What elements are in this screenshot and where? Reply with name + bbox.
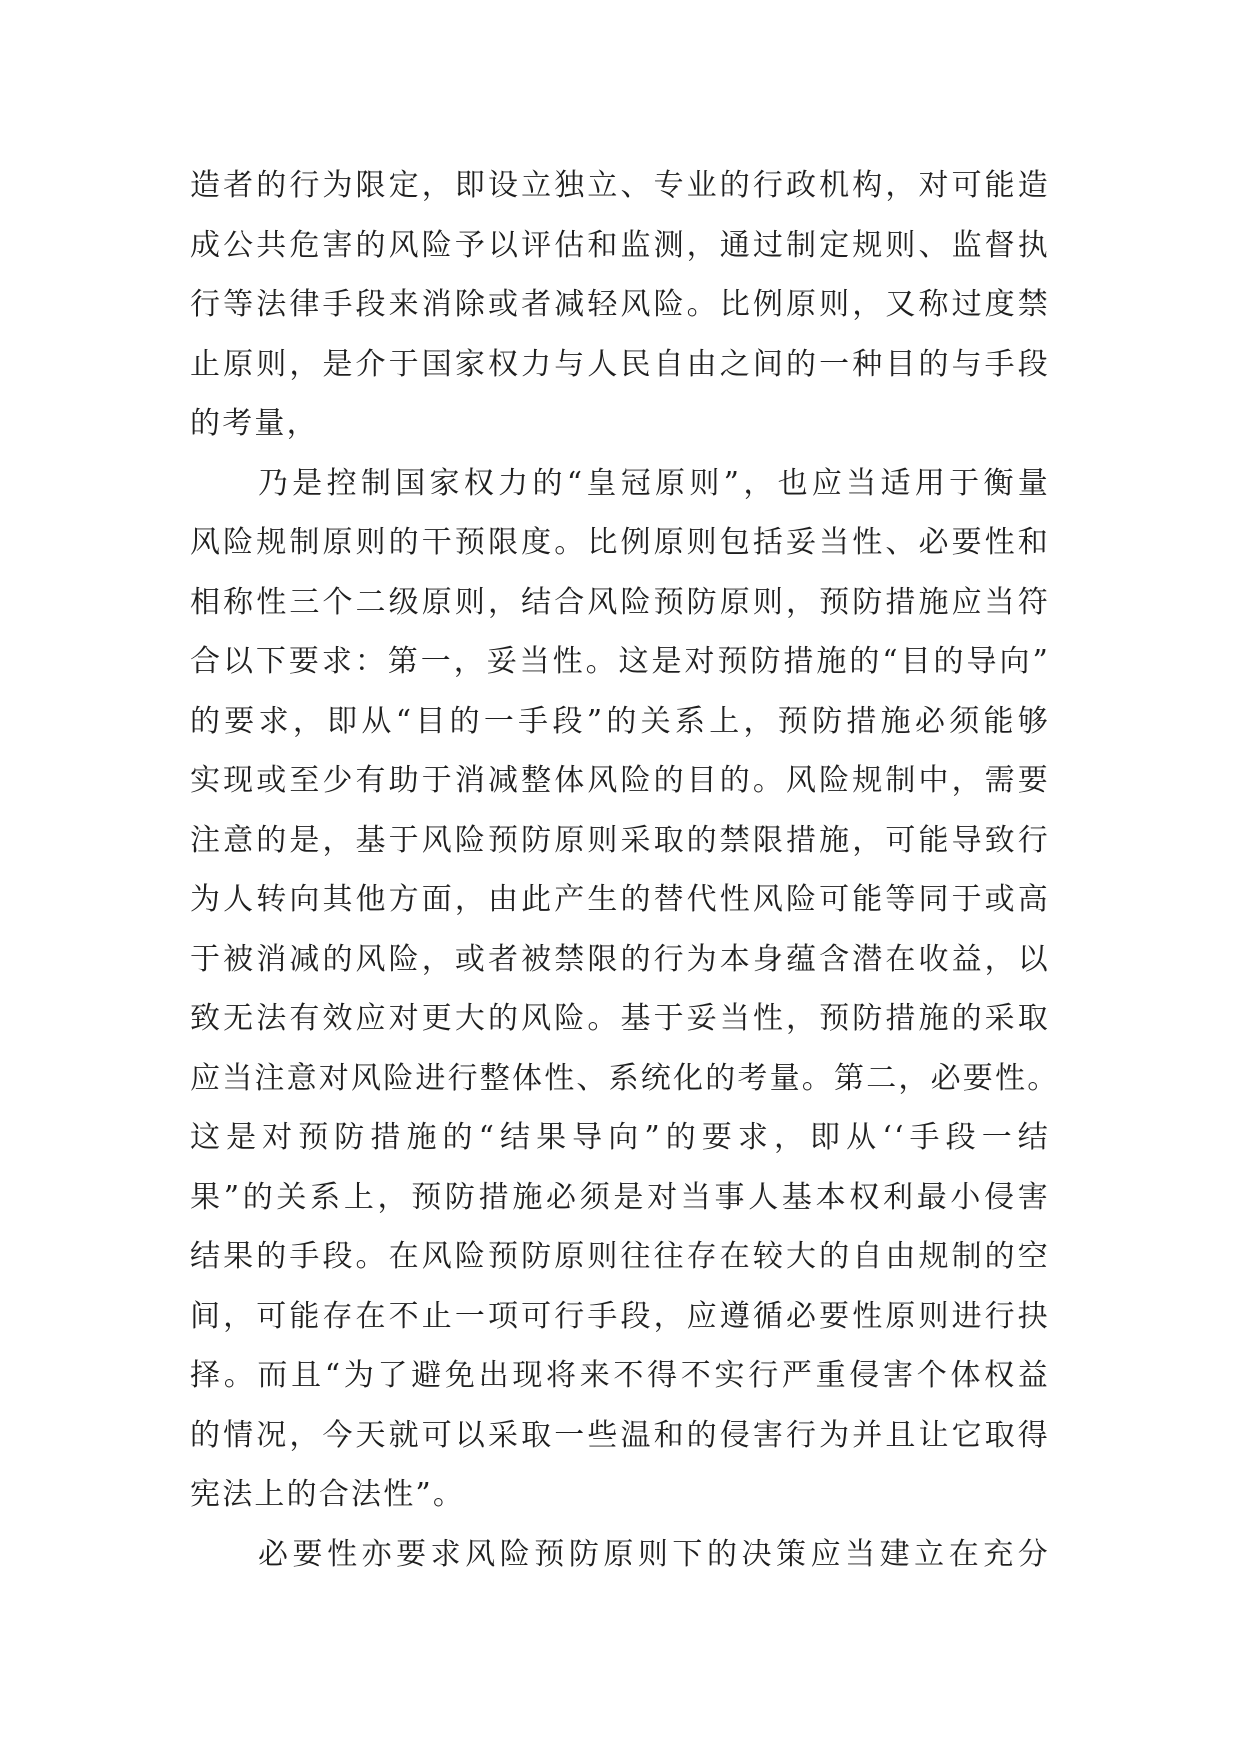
- paragraph-first-line: 乃是控制国家权力的“皇冠原则”，也应当适用于衡量: [258, 465, 1050, 501]
- text-line: 宪法上的合法性”。: [190, 1477, 466, 1512]
- text-line: 止原则，是介于国家权力与人民自由之间的一种目的与手段: [190, 346, 1050, 382]
- text-line: 实现或至少有助于消减整体风险的目的。风险规制中，需要: [190, 763, 1050, 798]
- text-line: 择。而且“为了避免出现将来不得不实行严重侵害个体权益: [190, 1358, 1050, 1393]
- text-line: 于被消减的风险，或者被禁限的行为本身蕴含潜在收益，以: [190, 941, 1050, 977]
- text-line: 风险规制原则的干预限度。比例原则包括妥当性、必要性和: [190, 525, 1050, 560]
- text-line: 的要求，即从“目的一手段”的关系上，预防措施必须能够: [190, 703, 1050, 739]
- paragraph-first-line: 必要性亦要求风险预防原则下的决策应当建立在充分: [258, 1536, 1050, 1572]
- text-line: 的考量，: [190, 406, 319, 441]
- text-line: 结果的手段。在风险预防原则往往存在较大的自由规制的空: [190, 1239, 1050, 1274]
- text-line: 为人转向其他方面，由此产生的替代性风险可能等同于或高: [190, 882, 1050, 917]
- text-line: 间，可能存在不止一项可行手段，应遵循必要性原则进行抉: [190, 1298, 1050, 1334]
- text-line: 成公共危害的风险予以评估和监测，通过制定规则、监督执: [190, 227, 1050, 263]
- text-line: 应当注意对风险进行整体性、系统化的考量。第二，必要性。: [190, 1060, 1060, 1096]
- body-text: [190, 156, 1060, 1584]
- text-line: 果”的关系上，预防措施必须是对当事人基本权利最小侵害: [190, 1179, 1050, 1215]
- text-line: 这是对预防措施的“结果导向”的要求，即从‘‘手段一结: [190, 1120, 1050, 1155]
- text-line: 造者的行为限定，即设立独立、专业的行政机构，对可能造: [190, 168, 1050, 203]
- text-line: 注意的是，基于风险预防原则采取的禁限措施，可能导致行: [190, 822, 1050, 858]
- text-line: 的情况，今天就可以采取一些温和的侵害行为并且让它取得: [190, 1417, 1050, 1453]
- text-line: 致无法有效应对更大的风险。基于妥当性，预防措施的采取: [190, 1001, 1050, 1036]
- text-line: 行等法律手段来消除或者减轻风险。比例原则，又称过度禁: [190, 287, 1050, 322]
- text-line: 合以下要求：第一，妥当性。这是对预防措施的“目的导向”: [190, 644, 1050, 679]
- text-line: 相称性三个二级原则，结合风险预防原则，预防措施应当符: [190, 584, 1050, 620]
